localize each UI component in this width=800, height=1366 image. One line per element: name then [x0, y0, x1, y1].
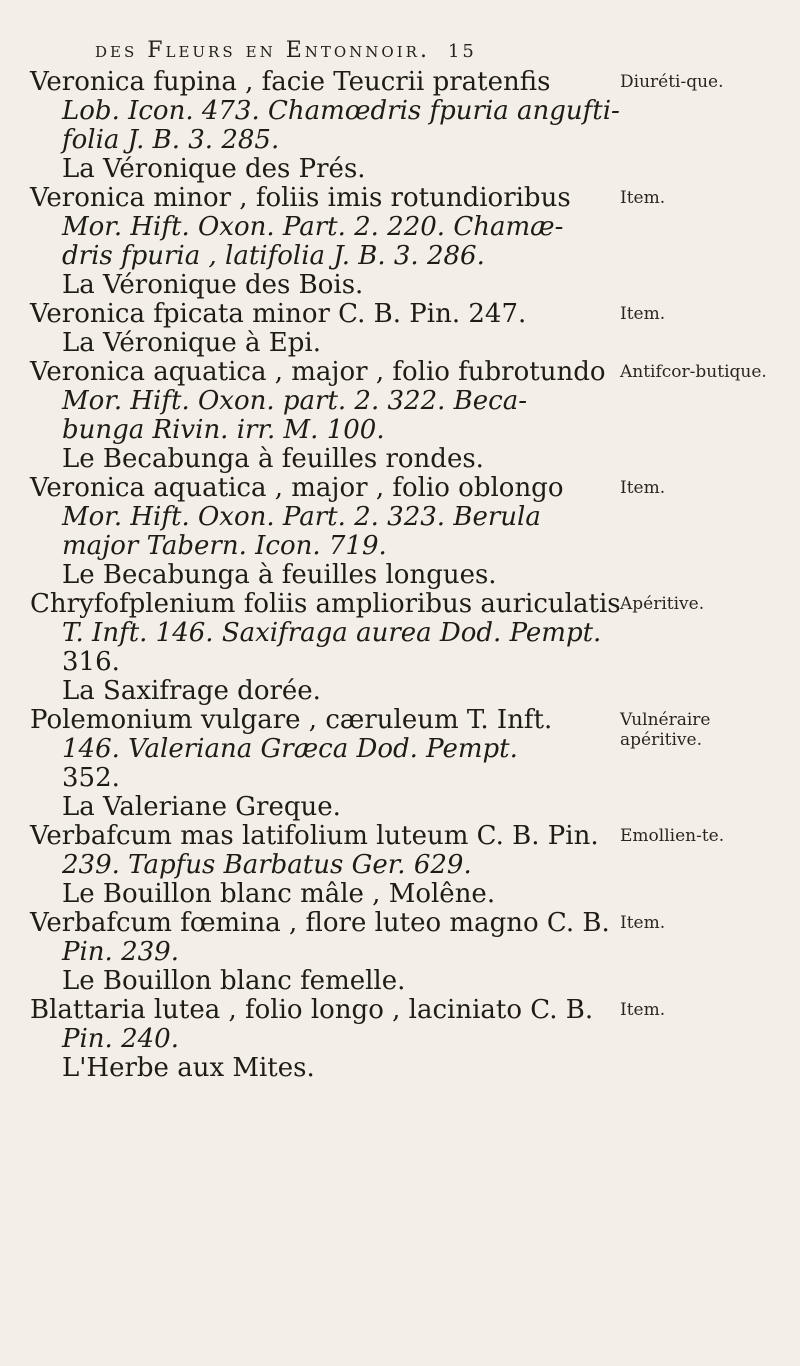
margin-note: Item. — [620, 913, 666, 933]
text-line: dris fpuria , latifolia J. B. 3. 286. — [62, 241, 485, 271]
margin-note: Emollien-te. — [620, 826, 725, 846]
text-line: Veronica minor , foliis imis rotundioribus — [30, 183, 571, 213]
page-number: 15 — [447, 41, 477, 62]
running-title: des Fleurs en Entonnoir. — [95, 38, 430, 63]
margin-note: Item. — [620, 478, 666, 498]
text-line: Polemonium vulgare , cæruleum T. Inft. — [30, 705, 553, 735]
text-line: 316. — [62, 647, 120, 677]
text-line: folia J. B. 3. 285. — [62, 125, 280, 155]
text-line: 239. Tapfus Barbatus Ger. 629. — [62, 850, 472, 880]
text-line: Le Bouillon blanc mâle , Molêne. — [62, 879, 496, 909]
text-line: Veronica aquatica , major , folio oblongo — [30, 473, 564, 503]
margin-note: Diuréti-que. — [620, 72, 724, 92]
text-line: T. Inft. 146. Saxifraga aurea Dod. Pempt. — [62, 618, 602, 648]
margin-note: Antifcor-butique. — [620, 362, 767, 382]
text-line: Le Bouillon blanc femelle. — [62, 966, 406, 996]
margin-note: Vulnéraire apéritive. — [620, 710, 711, 750]
text-line: Verbafcum mas latifolium luteum C. B. Pin. — [30, 821, 599, 851]
margin-note: Item. — [620, 188, 666, 208]
text-line: Mor. Hift. Oxon. Part. 2. 323. Berula — [62, 502, 541, 532]
text-line: bunga Rivin. irr. M. 100. — [62, 415, 385, 445]
text-line: Veronica aquatica , major , folio fubrotundo — [30, 357, 606, 387]
text-line: Veronica fupina , facie Teucrii pratenfis — [30, 67, 551, 97]
text-line: 146. Valeriana Græca Dod. Pempt. — [62, 734, 518, 764]
text-line: 352. — [62, 763, 120, 793]
text-line: La Saxifrage dorée. — [62, 676, 321, 706]
text-line: La Véronique des Bois. — [62, 270, 364, 300]
text-line: major Tabern. Icon. 719. — [62, 531, 387, 561]
running-header — [95, 38, 477, 63]
margin-note: Item. — [620, 1000, 666, 1020]
text-line: Lob. Icon. 473. Chamœdris fpuria angufti- — [62, 96, 620, 126]
text-line: Pin. 239. — [62, 937, 179, 967]
text-line: Le Becabunga à feuilles rondes. — [62, 444, 484, 474]
text-line: La Véronique des Prés. — [62, 154, 366, 184]
text-line: Pin. 240. — [62, 1024, 179, 1054]
text-line: Chryfofplenium foliis amplioribus auriculatis — [30, 589, 621, 619]
text-line: La Valeriane Greque. — [62, 792, 341, 822]
text-line: L'Herbe aux Mites. — [62, 1053, 315, 1083]
margin-note: Apéritive. — [620, 594, 705, 614]
main-text — [30, 68, 650, 1083]
text-line: Mor. Hift. Oxon. Part. 2. 220. Chamæ- — [62, 212, 564, 242]
text-line: Le Becabunga à feuilles longues. — [62, 560, 497, 590]
text-line: Mor. Hift. Oxon. part. 2. 322. Beca- — [62, 386, 527, 416]
text-line: La Véronique à Epi. — [62, 328, 321, 358]
text-line: Veronica fpicata minor C. B. Pin. 247. — [30, 299, 527, 329]
text-line: Blattaria lutea , folio longo , laciniato C. B. — [30, 995, 594, 1025]
text-line: Verbafcum fœmina , flore luteo magno C. B. — [30, 908, 610, 938]
margin-note: Item. — [620, 304, 666, 324]
